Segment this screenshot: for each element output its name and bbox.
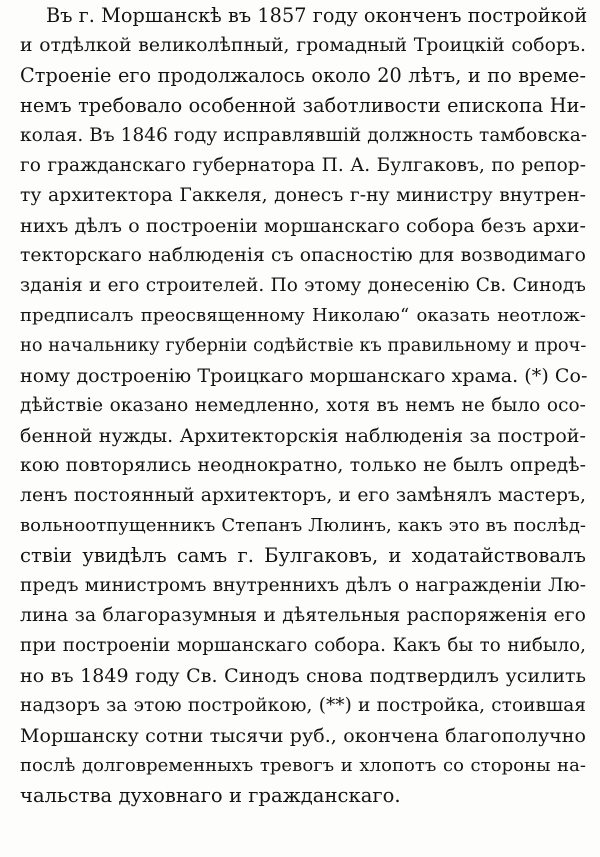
text-line: Моршанску сотни тысячи руб., окончена благополучно <box>20 725 586 747</box>
text-line: лина за благоразумныя и дѣятельныя распоряженія его <box>20 605 586 626</box>
text-line: Строеніе его продолжалось около 20 лѣтъ, и по време- <box>20 64 586 87</box>
text-line: дѣйствіе оказано немедленно, хотя въ немъ не было осо- <box>20 395 586 416</box>
text-line: нихъ дѣлъ о построеніи моршанскаго собора безъ архи- <box>20 215 586 237</box>
text-line: предписалъ преосвященному Николаю“ оказать неотлож- <box>20 305 586 326</box>
text-line: послѣ долговременныхъ тревогъ и хлопотъ со стороны на- <box>20 755 586 776</box>
text-line: ствіи увидѣлъ самъ г. Булгаковъ, и ходатайствовалъ <box>20 544 586 567</box>
text-line: вольноотпущенникъ Степанъ Люлинъ, какъ это въ послѣд- <box>20 515 586 536</box>
text-line: и отдѣлкой великолѣпный, громадный Троицкій соборъ. <box>20 35 586 56</box>
text-line: зданія и его строителей. По этому донесенію Св. Синодъ <box>20 275 586 296</box>
text-line: ту архитектора Гаккеля, донесъ г-ну министру внутрен- <box>20 185 586 206</box>
text-line: немъ требовало особенной заботливости епископа Ни- <box>20 94 586 117</box>
text-line: бенной нужды. Архитекторскія наблюденія за построй- <box>20 425 586 447</box>
text-line: надзоръ за этою постройкою, (**) и постройка, стоившая <box>20 695 586 716</box>
text-line: но начальнику губерніи содѣйствіе къ правильному и проч- <box>20 336 587 356</box>
text-line: кою повторялись неоднократно, только не былъ опредѣ- <box>20 455 586 476</box>
text-line: ному достроенію Троицкаго моршанскаго храма. (*) Со- <box>20 365 588 387</box>
text-line: Въ г. Моршанскѣ въ 1857 году оконченъ постройкой <box>46 4 588 27</box>
text-line: ленъ постоянный архитекторъ, и его замѣнялъ мастеръ, <box>20 485 586 506</box>
text-line: но въ 1849 году Св. Синодъ снова подтвердилъ усилить <box>20 665 586 687</box>
text-line: текторскаго наблюденія съ опасностію для возводимаго <box>20 245 586 266</box>
text-line: предъ министромъ внутреннихъ дѣлъ о награжденіи Лю- <box>20 575 586 596</box>
text-line: колая. Въ 1846 году исправлявшій должность тамбовска- <box>20 125 588 146</box>
text-line: при построеніи моршанскаго собора. Какъ бы то нибыло, <box>20 635 586 656</box>
text-line-final: чальства духовнаго и гражданскаго. <box>20 784 401 807</box>
text-line: го гражданскаго губернатора П. А. Булгаковъ, по репор- <box>20 155 586 176</box>
